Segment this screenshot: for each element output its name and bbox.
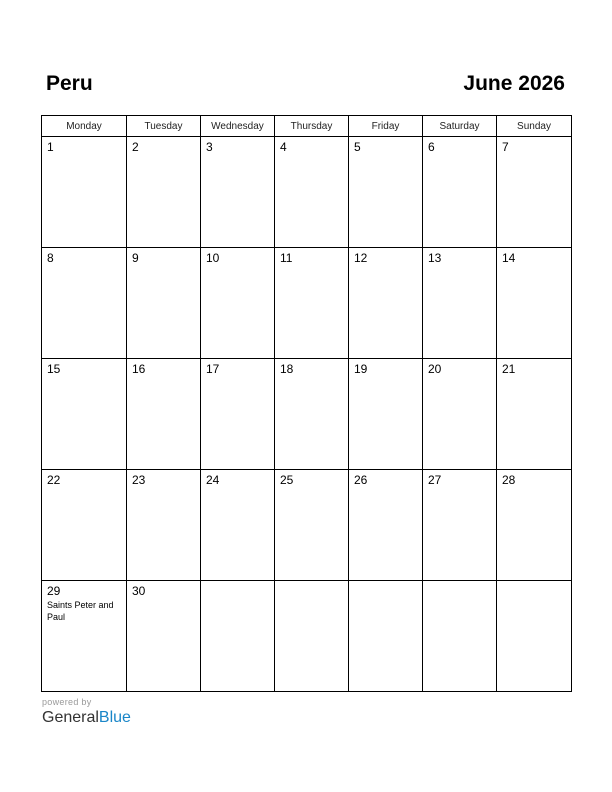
weekday-header-tuesday: Tuesday (127, 116, 201, 137)
weekday-header-friday: Friday (349, 116, 423, 137)
day-cell (275, 359, 349, 470)
day-cell (127, 137, 201, 248)
day-number: 13 (428, 251, 442, 265)
weekday-header-sunday: Sunday (497, 116, 572, 137)
day-cell (127, 248, 201, 359)
day-number: 3 (206, 140, 213, 154)
empty-day-cell (423, 581, 497, 692)
day-number: 2 (132, 140, 139, 154)
brand-blue-text: Blue (98, 709, 131, 726)
day-number: 8 (47, 251, 54, 265)
day-number: 22 (47, 473, 61, 487)
generalblue-logo[interactable] (42, 708, 131, 728)
day-cell (127, 359, 201, 470)
day-number: 1 (47, 140, 54, 154)
day-cell (127, 470, 201, 581)
day-cell (201, 470, 275, 581)
day-number: 20 (428, 362, 442, 376)
brand-general-text: General (42, 709, 99, 726)
day-cell (201, 137, 275, 248)
day-number: 15 (47, 362, 61, 376)
month-title: June 2026 (463, 72, 565, 95)
day-cell (497, 470, 572, 581)
day-cell (42, 581, 127, 692)
day-cell (42, 470, 127, 581)
day-cell (349, 248, 423, 359)
day-cell (349, 470, 423, 581)
day-number: 25 (280, 473, 294, 487)
empty-day-cell (275, 581, 349, 692)
day-cell (201, 248, 275, 359)
day-number: 23 (132, 473, 146, 487)
day-cell (423, 359, 497, 470)
day-cell (42, 137, 127, 248)
day-cell (42, 248, 127, 359)
calendar-body (42, 137, 572, 692)
weekday-header-monday: Monday (42, 116, 127, 137)
day-cell (423, 137, 497, 248)
day-cell (127, 581, 201, 692)
day-cell (275, 470, 349, 581)
day-number: 21 (502, 362, 516, 376)
day-number: 24 (206, 473, 220, 487)
day-cell (42, 359, 127, 470)
day-cell (275, 248, 349, 359)
powered-by-label: powered by (42, 697, 92, 707)
day-number: 18 (280, 362, 294, 376)
day-number: 11 (280, 251, 293, 265)
day-number: 17 (206, 362, 220, 376)
empty-day-cell (349, 581, 423, 692)
day-cell (275, 137, 349, 248)
day-cell (423, 470, 497, 581)
day-number: 16 (132, 362, 146, 376)
day-cell (349, 137, 423, 248)
empty-day-cell (201, 581, 275, 692)
week-row (42, 359, 572, 470)
weekday-header-wednesday: Wednesday (201, 116, 275, 137)
day-number: 6 (428, 140, 435, 154)
day-cell (349, 359, 423, 470)
day-number: 26 (354, 473, 368, 487)
day-cell (497, 248, 572, 359)
holiday-label: Saints Peter and Paul (47, 600, 114, 622)
day-number: 12 (354, 251, 368, 265)
week-row (42, 581, 572, 692)
weekday-header-thursday: Thursday (275, 116, 349, 137)
day-cell (497, 137, 572, 248)
day-number: 19 (354, 362, 368, 376)
day-cell (497, 359, 572, 470)
country-title: Peru (46, 72, 93, 95)
calendar-grid (41, 115, 572, 692)
day-number: 7 (502, 140, 509, 154)
day-number: 30 (132, 584, 146, 598)
day-number: 10 (206, 251, 220, 265)
week-row (42, 248, 572, 359)
week-row (42, 470, 572, 581)
day-number: 9 (132, 251, 139, 265)
day-number: 28 (502, 473, 516, 487)
day-cell (423, 248, 497, 359)
weekday-header-row (42, 116, 572, 137)
day-number: 4 (280, 140, 287, 154)
day-number: 14 (502, 251, 516, 265)
day-cell (201, 359, 275, 470)
day-number: 29 (47, 584, 61, 598)
day-number: 5 (354, 140, 361, 154)
weekday-header-saturday: Saturday (423, 116, 497, 137)
week-row (42, 137, 572, 248)
empty-day-cell (497, 581, 572, 692)
day-number: 27 (428, 473, 442, 487)
